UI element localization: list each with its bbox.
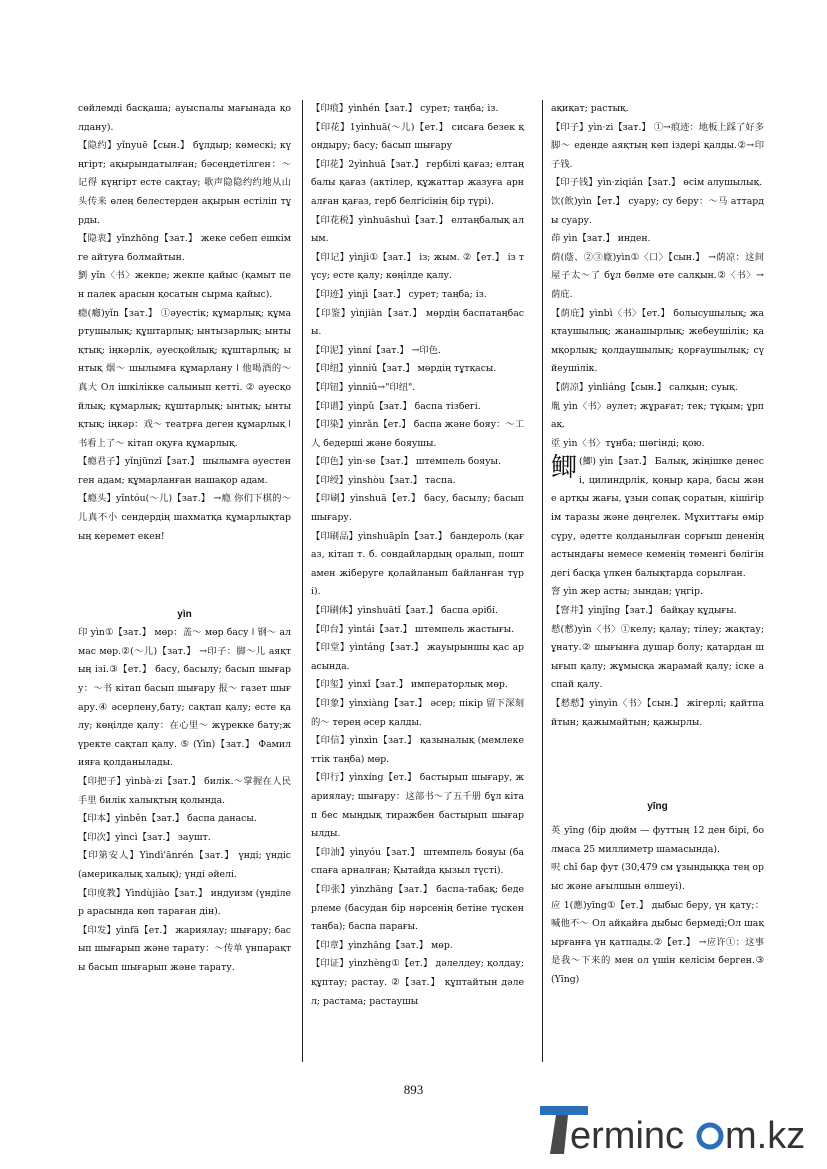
dictionary-entry: 茚 yìn【зат.】 инден. [551,233,651,245]
column-divider [542,100,543,1062]
dictionary-column-3 [551,100,764,990]
dictionary-entry: 垽 yìn〈书〉тұнба; шөгінді; қою. [551,437,705,449]
dictionary-entry: 【荫庇】yìnbì〈书〉【ет.】 болысушылық; жақтаушылық; жанашырлық; жебеушілік; қамқорлық; қолдаушылық; қорғаушылық; сүйеушілік. [551,307,764,375]
dictionary-entry: 【瘾头】yǐntóu(～儿)【зат.】 →瘾 你们下棋的～儿真不小 сендердің шахматқа құмарлықтарың керемет екен! [78,493,291,542]
dictionary-entry: сөйлемді басқаша; ауыспалы мағынада қолдану). [78,103,291,133]
dictionary-entry: 瘾(癮)yǐn【зат.】 ①әуестік; құмарлық; құмартушылық; құштарлық; ынтызарлық; ынтықтық; іңкәрлік, әуесқойлық; құштарлық; ынтық 烟～ шылымға құмарлану ǀ 他喝酒的～真大 Ол ішкілікке салынып кетті. ② әуесқойлық; құмарлық; құштарлық; ынтық; ынтықтық; іңкәр：戏～ театрға деген құмарлық ǀ 书看上了～ кітап оқуға құмарлық. [78,307,291,449]
dictionary-entry: 【印花】1yìnhuā(～儿)【ет.】 сисаға безек қондыру; басу; басып шығару [311,121,524,152]
section-heading-ying: yīng [647,801,668,813]
dictionary-entry: 【瘾君子】yǐnjūnzǐ【зат.】 шылымға әуестенген адам; құмарланған нашақор адам. [78,456,291,486]
dictionary-entry: 【印堂】yìntáng【зат.】 жауырыншы қас арасында. [311,642,524,672]
dictionary-entry: 【印痕】yìnhén【зат.】 сурет; таңба; із. [311,103,499,114]
dictionary-entry: 【印绶】yìnshòu【зат.】 таспа. [311,474,456,486]
dictionary-entry: 劉 yǐn〈书〉жекпе; жекпе қайыс (қамыт пен палек арасын қосатын сырма қайыс). [78,270,291,300]
logo-t-bar [540,1106,588,1115]
dictionary-entry: 【印度教】Yìndùjiào【зат.】 индуизм (үнділер арасында көп тараған дін). [78,887,291,918]
dictionary-entry: 窨 yìn жер асты; зындан; үңгір. [551,586,703,598]
dictionary-entry: 【印鉴】yìnjiàn【зат.】 мөрдің баспатаңбасы. [311,307,524,338]
dictionary-entry: 【印油】yìnyóu【зат.】 штемпель бояуы (баспаға арналған; Қытайда қызыл түсті). [311,846,524,877]
dictionary-entry: 【印本】yìnběn【зат.】 баспа данасы. [78,813,257,825]
dictionary-entry: 【印子钱】yìn·ziqián【зат.】 өсім алушылық. [551,177,763,189]
dictionary-entry: 【印色】yìn·se【зат.】 штемпель бояуы. [311,456,501,468]
dictionary-entry: 【印发】yìnfā【ет.】 жариялау; шығару; басып шығарып және тарату：～传单 үнпарақты басып шығарып және тарату. [78,924,291,973]
dictionary-entry-fish [551,453,764,583]
dictionary-entry: 【印染】yìnrǎn【ет.】 баспа және бояу：～工人 бедерші және бояушы. [311,419,524,449]
dictionary-entry: 【印象】yìnxiàng【зат.】 әсер; пікір 留下深刻的～ терең әсер қалды. [311,698,524,728]
entry-definition: (鯽) yìn【зат.】 Балық, жіңішке денесі, цилиндрлік, қоңыр қара, басы және артқы жағы, ұзын сопақ соратын, кішігірім таразы және дөңгелек. Мұхиттағы өмір сүру, әдетте қолданылған сорғыш дененің астындағы немесе кеменің төменгі бөлігіндегі басқа үлкен балықтарда сорылған. [551,456,764,579]
dictionary-entry: 【印玺】yìnxǐ【зат.】 императорлық мөр. [311,679,508,691]
dictionary-entry: 【印刷体】yìnshuātǐ【зат.】 баспа әрібі. [311,605,498,617]
dictionary-column-1 [78,100,291,978]
dictionary-entry: 【印钮】yìnniǔ→"印纽". [311,381,416,393]
headword-large-character: 鲫 [551,453,578,484]
dictionary-entry: 【印刷】yìnshuā【ет.】 басу, басылу; басып шығару. [311,493,524,524]
logo-o-ring [699,1125,721,1147]
dictionary-entry: 【印刷品】yìnshuāpǐn【зат.】 бандероль (қағаз, кітап т. б. сондайлардың оралып, поштамен жіберуге қолайланып байланған түрі). [311,530,524,598]
dictionary-entry: 【隐约】yǐnyuē【сын.】 бұлдыр; көмескі; күңгірт; ақырындатылған; бәсеңдетілген：～记得 күңгірт есте сақтау; 歌声隐隐约约地从山头传来 өлең белестерден ақырын естіліп тұрды. [78,140,291,226]
dictionary-entry: 慭(憖)yìn〈书〉①келу; қалау; тілеу; жақтау; ұнату.② шығынға душар болу; қатардан шығып қалу; жұмысқа жарамай қалу; іске аспай қалу. [551,623,764,691]
dictionary-entry: 胤 yìn〈书〉әулет; жұрағат; тек; тұқым; ұрпақ. [551,400,764,431]
logo-text-suffix: m.kz [725,1115,806,1157]
dictionary-entry: 【印子】yìn·zi【зат.】 ①→痕迹：地板上踩了好多脚～ еденде аяқтың көп іздері қалды.②→印子钱. [551,121,764,170]
dictionary-entry: 【印谱】yìnpǔ【зат.】 баспа тізбегі. [311,400,481,412]
dictionary-entry: 荫(蔭、②③廕)yìn①〈口〉【сын.】 →荫凉：这间屋子太～了 бұл бөлме өте салқын.②〈书〉→荫庇. [551,251,764,300]
dictionary-entry: 【隐衷】yǐnzhōng【зат.】 жеке себеп ешкімге айтуға болмайтын. [78,233,291,263]
termincom-logo[interactable] [538,1102,808,1158]
dictionary-entry: 【印花】2yìnhuā【зат.】 гербілі қағаз; елтаңбалы қағаз (актілер, құжаттар жазуға арналған қағаз, герб белгісінің бір түрі). [311,158,524,207]
dictionary-entry: 呎 chǐ бар фут (30,479 см ұзындыққа тең орыс және ағылшын өлшеуі). [551,862,764,892]
logo-t-stem [550,1115,568,1154]
dictionary-entry: 【窨井】yìnjǐng【зат.】 байқау құдығы. [551,605,737,617]
dictionary-entry: 【印记】yìnjì①【зат.】 із; жым. ②【ет.】 із түсу; есте қалу; көңілде қалу. [311,251,524,282]
dictionary-entry: 【印信】yìnxìn【зат.】 қазыналық (мемлекеттік таңба) мөр. [311,735,524,765]
dictionary-entry: 【印花税】yìnhuāshuì【зат.】 елтаңбалық алым. [311,214,524,245]
section-heading-yin: yìn [177,609,192,621]
dictionary-entry: 英 yīng (бір дюйм — футтың 12 ден бірі, болмаса 25 миллиметр шамасында). [551,825,764,855]
dictionary-entry: 应 1(應)yīng①【ет.】 дыбыс беру, үн қату;：喊他不～ Ол айқайға дыбыс бермеді;Ол шақырғанға үн қатпады.②【ет.】 →应许①：这事是我～下来的 мен ол үшін келісім берген.③ (Yīng) [551,899,764,985]
dictionary-column-2 [311,100,524,1011]
dictionary-entry: 【印泥】yìnní【зат.】 →印色. [311,344,441,356]
column-divider [302,100,303,1062]
dictionary-entry: 【印把子】yìnbà·zi【зат.】 билік.～掌握在人民手里 билік халықтың қолында. [78,776,291,806]
dictionary-entry: 【印证】yìnzhèng①【ет.】 дәлелдеу; қолдау; құптау; растау. ②【зат.】 құптайтын дәлел; растама; растаушы [311,958,524,1007]
dictionary-entry: 印 yìn①【зат.】 мөр：盖～ мөр басу ǀ 钢～ алмас мөр.②(～儿)【зат.】 →印子：脚～儿 аяқтың ізі.③【ет.】 басу, басылу; басып шығару：～书 кітап басып шығару 报～ газет шығару.④ әсерлену,бату; сақтап қалу; есте қалу; көңілде қалу：在心里～ жүрекке бату;жүректе сақтап қалу. ⑤ (Yìn)【зат.】 Фамилияға қолданылады. [78,627,291,769]
page-number: 893 [403,1082,424,1097]
dictionary-entry: 【印张】yìnzhāng【зат.】 баспа-табақ; бедерлеме (басудан бір нәрсенің бетіне түскен таңба); баспа парағы. [311,883,524,933]
dictionary-entry: 【慭慭】yìnyìn〈书〉【сын.】 жігерлі; қайтпайтын; қажымайтын; қажырлы. [551,698,764,728]
dictionary-entry: 饮(飲)yìn【ет.】 суару; су беру：～马 аттарды суару. [551,195,764,226]
dictionary-entry: 【荫凉】yìnliáng【сын.】 салқын; суық. [551,381,738,393]
dictionary-entry: 【印第安人】Yìndì'ānrén【зат.】 үнді; үндіс (америкалық халық); үнді әйелі. [78,850,291,880]
dictionary-entry: ақиқат; растық. [551,103,629,114]
dictionary-entry: 【印台】yìntái【зат.】 штемпель жастығы. [311,623,515,635]
dictionary-entry: 【印行】yìnxíng【ет.】 бастырып шығару, жариялау; шығару：这部书～了五千册 бұл кітап бес мыңдық тиражбен бастырып шығарылды. [311,772,524,840]
logo-text: erminc [570,1115,685,1157]
dictionary-entry: 【印章】yìnzhāng【зат.】 мөр. [311,939,453,951]
dictionary-entry: 【印纽】yìnniǔ【зат.】 мөрдің тұтқасы. [311,363,497,375]
dictionary-entry: 【印次】yìncì【зат.】 заушт. [78,831,211,843]
dictionary-entry: 【印迹】yìnjì【зат.】 сурет; таңба; із. [311,288,487,300]
